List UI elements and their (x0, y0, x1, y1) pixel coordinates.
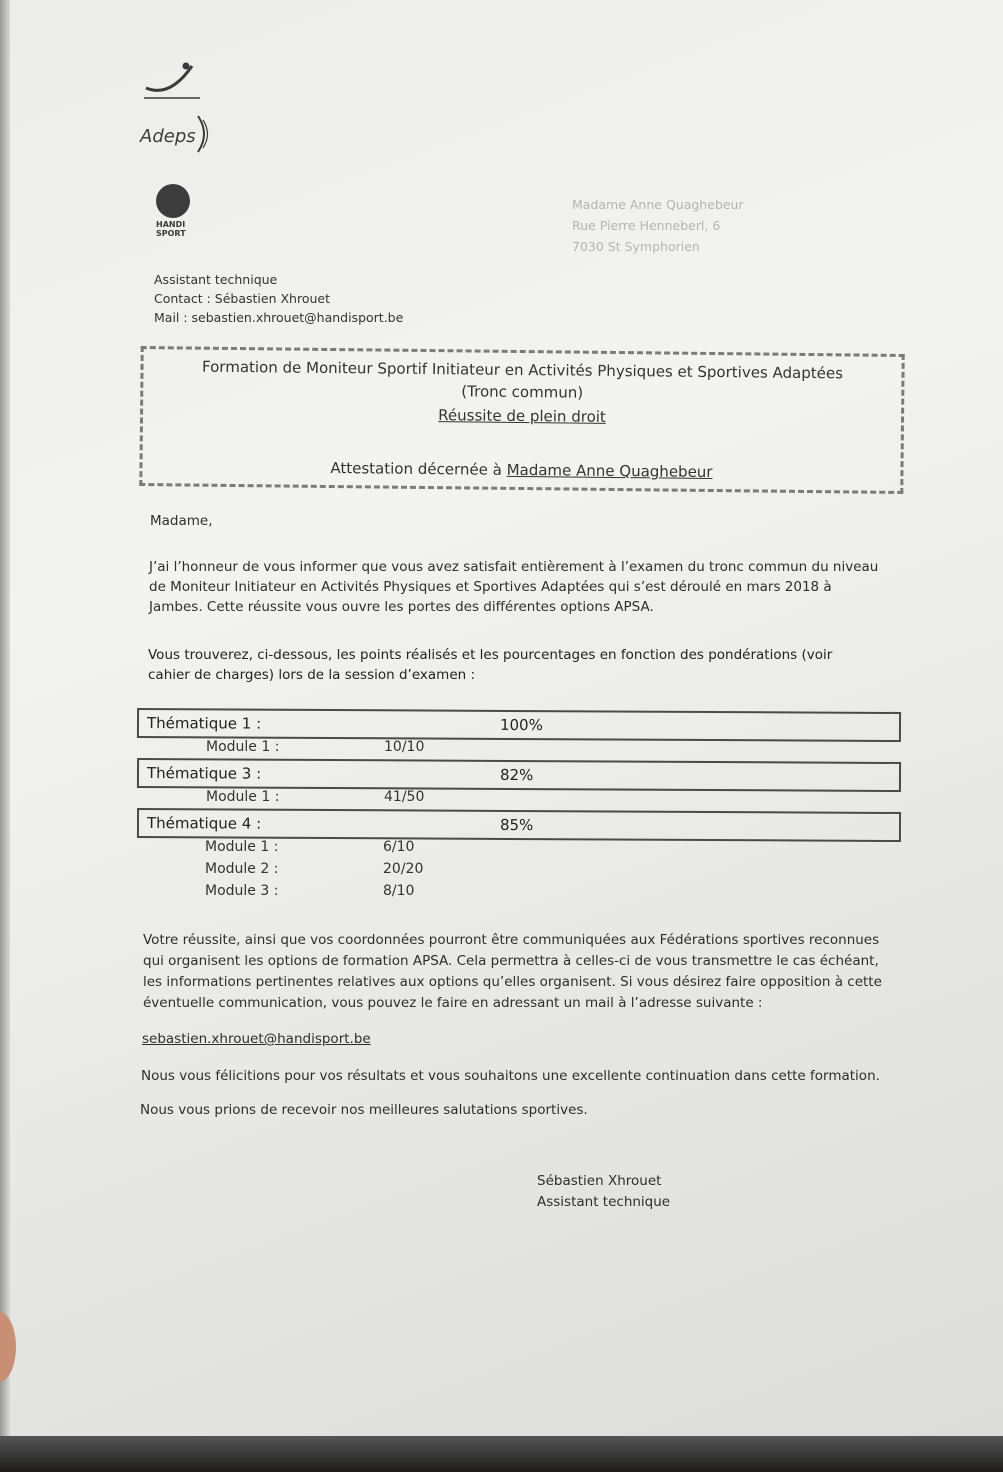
recipient-address (572, 194, 744, 257)
signature-block (537, 1171, 670, 1213)
title-box (139, 346, 904, 494)
contact-email-link[interactable]: sebastien.xhrouet@handisport.be (142, 1031, 371, 1047)
theme-percent: 85% (499, 815, 534, 835)
paragraph-closing: Nous vous prions de recevoir nos meilleures salutations sportives. (140, 1102, 588, 1118)
title-status (143, 403, 901, 429)
handisport-logo (140, 184, 200, 254)
module-score: 41/50 (384, 789, 425, 805)
theme-label: Thématique 3 : (146, 764, 262, 783)
table-surface (0, 1436, 1003, 1472)
paragraph-data-sharing: Votre réussite, ainsi que vos coordonnées pourront être communiquées aux Fédérations sportives reconnues qui organisent les options de formation APSA. Cela permettra à celles-ci de vous transmettre le cas échéant, les informations pertinentes relatives aux options qu’elles organisent. Si vous désirez faire opposition à cette éventuelle communication, vous pouvez le faire en adressant un mail à l’adresse suivante : (143, 932, 882, 1011)
sender-mail: Mail : sebastien.xhrouet@handisport.be (154, 310, 404, 325)
attestation-line (142, 457, 900, 483)
adeps-logo-text: Adeps (140, 126, 196, 147)
attestation-prefix: Attestation décernée à (330, 458, 502, 479)
recipient-name: Madame Anne Quaghebeur (572, 197, 744, 212)
theme-row (137, 808, 901, 842)
paragraph-congratulations: Nous vous félicitions pour vos résultats et vous souhaitons une excellente continuation dans cette formation. (141, 1068, 880, 1084)
handisport-emblem (156, 184, 190, 218)
sender-contact: Contact : Sébastien Xhrouet (154, 291, 330, 306)
theme-percent: 100% (499, 715, 543, 735)
module-score: 6/10 (383, 839, 415, 855)
page-edge-shadow (0, 0, 10, 1436)
recipient-street: Rue Pierre Henneberl, 6 (572, 218, 721, 233)
theme-row (137, 708, 901, 742)
recipient-city: 7030 St Symphorien (572, 239, 700, 254)
adeps-logo (140, 112, 220, 158)
paragraph-results-intro: Vous trouverez, ci-dessous, les points réalisés et les pourcentages en fonction des pondérations (voir cahier de charges) lors de la session d’examen : (148, 647, 833, 683)
finger-edge (0, 1312, 16, 1382)
module-score: 10/10 (384, 739, 425, 755)
federation-logo (140, 58, 206, 102)
status-text: Réussite de plein droit (438, 406, 606, 426)
handisport-logo-text: HANDI SPORT (156, 220, 186, 238)
module-score: 8/10 (383, 883, 415, 899)
paragraph-intro: J’ai l’honneur de vous informer que vous avez satisfait entièrement à l’examen du tronc commun du niveau de Moniteur Initiateur en Activités Physiques et Sportives Adaptées qui s’est déroulé en mars 2018 à Jambes. Cette réussite vous ouvre les portes des différentes options APSA. (149, 559, 879, 615)
greeting: Madame, (150, 513, 213, 529)
signature-title: Assistant technique (537, 1194, 671, 1210)
module-label: Module 3 : (205, 883, 279, 899)
sender-role: Assistant technique (154, 272, 278, 287)
signature-name: Sébastien Xhrouet (537, 1173, 662, 1189)
theme-label: Thématique 4 : (146, 814, 262, 833)
attestation-name: Madame Anne Quaghebeur (506, 460, 713, 481)
theme-percent: 82% (499, 765, 534, 785)
sender-block (154, 270, 403, 327)
module-label: Module 1 : (206, 789, 280, 805)
theme-row (137, 758, 901, 792)
theme-label: Thématique 1 : (146, 714, 262, 733)
module-label: Module 1 : (205, 839, 279, 855)
title-line: Formation de Moniteur Sportif Initiateur en Activités Physiques et Sportives Adaptées (201, 357, 844, 383)
module-label: Module 2 : (205, 861, 279, 877)
title-subline: (Tronc commun) (461, 382, 584, 402)
module-label: Module 1 : (206, 739, 280, 755)
module-score: 20/20 (383, 861, 424, 877)
